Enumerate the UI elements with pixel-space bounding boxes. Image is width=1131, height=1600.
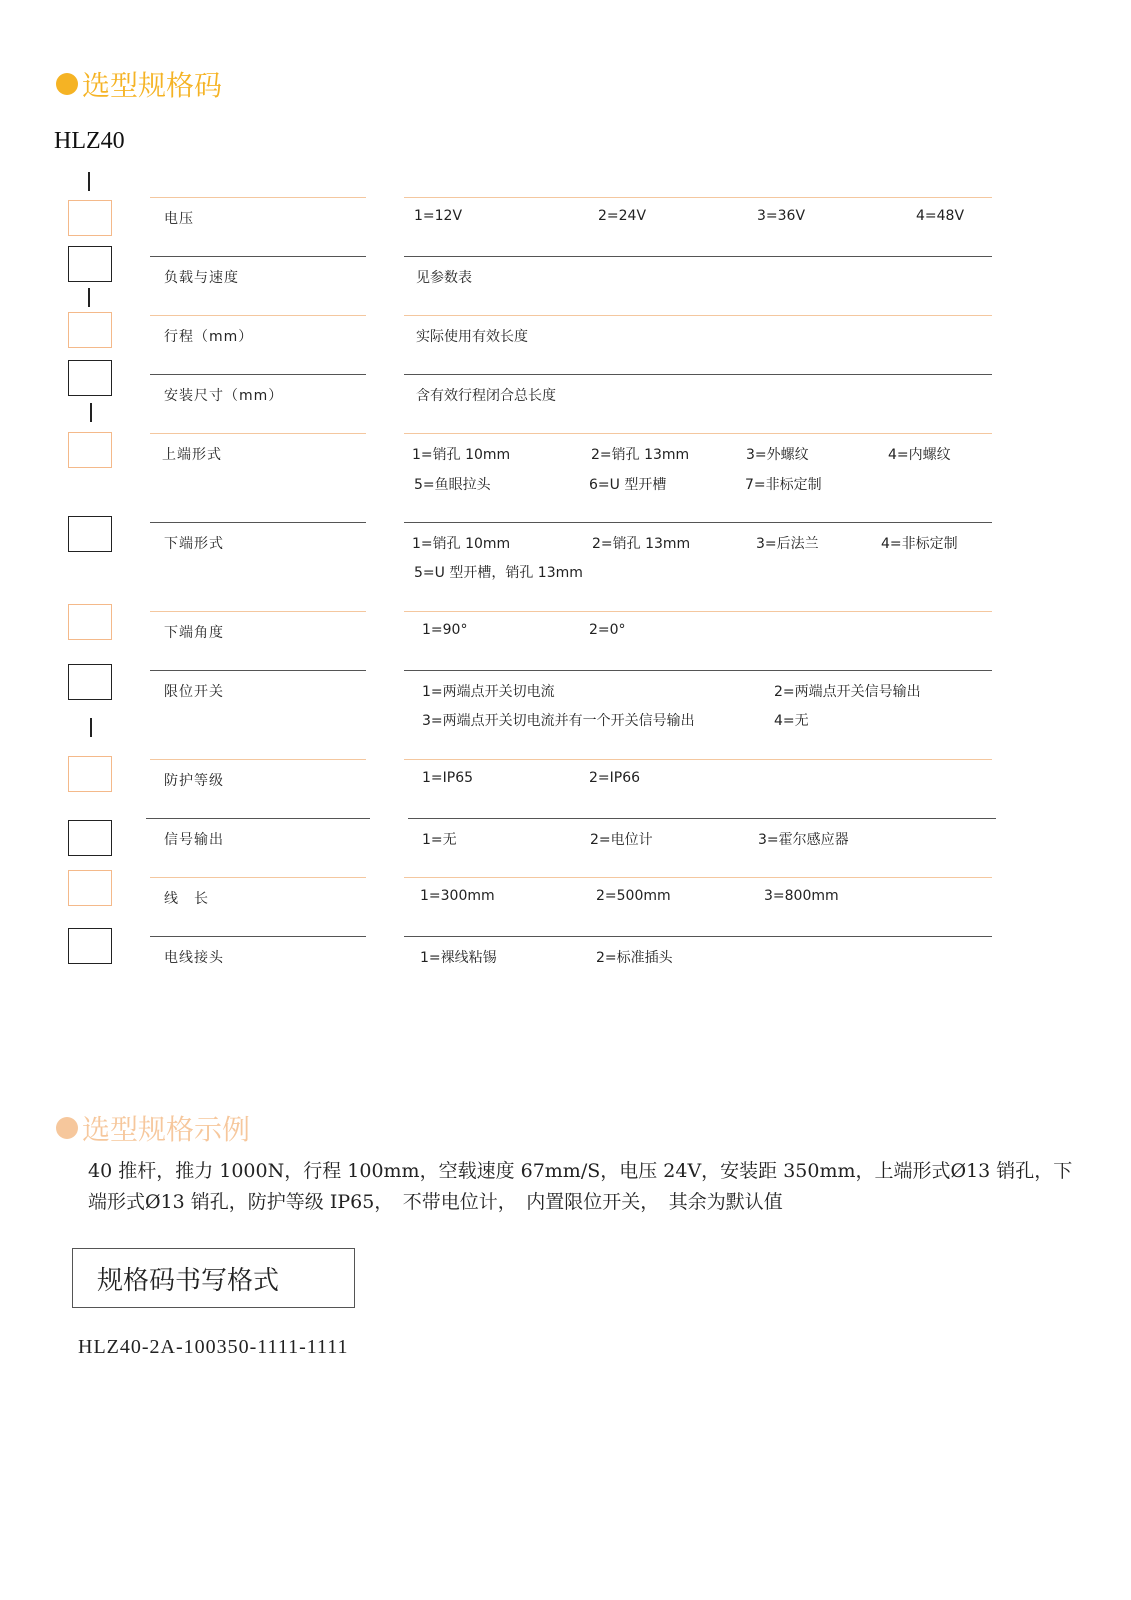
row-line — [150, 256, 366, 257]
row-line — [150, 315, 366, 316]
row-line — [404, 433, 992, 434]
format-title: 规格码书写格式 — [97, 1265, 280, 1296]
option: 3=外螺纹 — [746, 447, 809, 463]
code-box-install-size — [68, 360, 112, 396]
option: 2=标准插头 — [596, 950, 673, 966]
code-box-protection — [68, 756, 112, 792]
option: 2=两端点开关信号输出 — [774, 684, 921, 700]
row-label-stroke: 行程（mm） — [164, 329, 254, 345]
option: 2=0° — [589, 622, 626, 638]
row-line — [150, 670, 366, 671]
code-box-upper-end — [68, 432, 112, 468]
row-label-load-speed: 负载与速度 — [164, 270, 239, 286]
option: 实际使用有效长度 — [416, 329, 528, 345]
option: 3=霍尔感应器 — [758, 832, 849, 848]
section-title-text: 选型规格码 — [82, 69, 223, 102]
bullet-dot-icon — [56, 73, 78, 95]
row-line — [408, 818, 996, 819]
row-line — [404, 256, 992, 257]
row-line — [404, 611, 992, 612]
option: 3=后法兰 — [756, 536, 819, 552]
row-label-voltage: 电压 — [164, 211, 194, 227]
code-box-signal-output — [68, 820, 112, 856]
row-line — [150, 197, 366, 198]
row-label-wire-length: 线 长 — [164, 891, 209, 907]
row-label-limit-switch: 限位开关 — [164, 684, 224, 700]
row-line — [150, 433, 366, 434]
row-line — [146, 818, 370, 819]
code-box-voltage — [68, 200, 112, 236]
row-line — [150, 611, 366, 612]
section-title-spec-code — [56, 64, 222, 104]
connector-tick — [90, 403, 92, 422]
row-line — [404, 522, 992, 523]
option: 1=90° — [422, 622, 468, 638]
option: 1=IP65 — [422, 770, 474, 786]
option: 2=销孔 13mm — [592, 536, 691, 552]
example-text: 40 推杆，推力 1000N，行程 100mm，空载速度 67mm/S，电压 24V，安装距 350mm，上端形式Ø13 销孔，下端形式Ø13 销孔，防护等级 IP65， 不带电位计， 内置限位开关， 其余为默认值 — [88, 1160, 1073, 1213]
option: 5=U 型开槽，销孔 13mm — [414, 565, 583, 581]
row-label-wire-connector: 电线接头 — [164, 950, 224, 966]
code-box-wire-connector — [68, 928, 112, 964]
option: 见参数表 — [416, 270, 472, 286]
row-label-signal-output: 信号输出 — [164, 832, 224, 848]
option: 3=两端点开关切电流并有一个开关信号输出 — [422, 713, 695, 729]
option: 4=内螺纹 — [888, 447, 951, 463]
option: 4=非标定制 — [881, 536, 958, 552]
option: 2=500mm — [596, 888, 671, 904]
connector-tick — [90, 718, 92, 737]
row-line — [404, 315, 992, 316]
option: 1=两端点开关切电流 — [422, 684, 555, 700]
option: 4=48V — [916, 208, 965, 224]
format-code: HLZ40-2A-100350-1111-1111 — [78, 1336, 349, 1358]
row-line — [404, 759, 992, 760]
format-title-box — [72, 1248, 355, 1308]
option: 4=无 — [774, 713, 809, 729]
row-label-lower-end: 下端形式 — [164, 536, 224, 552]
row-line — [404, 374, 992, 375]
row-label-upper-end: 上端形式 — [162, 447, 222, 463]
row-line — [150, 759, 366, 760]
option: 2=IP66 — [589, 770, 641, 786]
code-box-stroke — [68, 312, 112, 348]
code-box-limit-switch — [68, 664, 112, 700]
row-line — [150, 374, 366, 375]
option: 1=300mm — [420, 888, 495, 904]
row-label-install-size: 安装尺寸（mm） — [164, 388, 284, 404]
row-line — [150, 522, 366, 523]
connector-tick — [88, 172, 90, 191]
section-title-spec-example — [56, 1108, 250, 1148]
option: 含有效行程闭合总长度 — [416, 388, 556, 404]
row-line — [404, 936, 992, 937]
code-box-lower-angle — [68, 604, 112, 640]
option: 2=24V — [598, 208, 647, 224]
row-line — [404, 877, 992, 878]
bullet-dot-icon — [56, 1117, 78, 1139]
code-box-load-speed — [68, 246, 112, 282]
connector-tick — [88, 288, 90, 307]
option: 1=裸线粘锡 — [420, 950, 497, 966]
row-label-protection: 防护等级 — [164, 773, 224, 789]
option: 2=电位计 — [590, 832, 653, 848]
row-line — [404, 670, 992, 671]
option: 3=800mm — [764, 888, 839, 904]
section-title-text: 选型规格示例 — [82, 1113, 251, 1146]
option: 5=鱼眼拉头 — [414, 477, 491, 493]
option: 1=销孔 10mm — [412, 536, 511, 552]
row-label-lower-angle: 下端角度 — [164, 625, 224, 641]
option: 1=12V — [414, 208, 463, 224]
row-line — [150, 877, 366, 878]
code-box-wire-length — [68, 870, 112, 906]
row-line — [150, 936, 366, 937]
row-line — [404, 197, 992, 198]
option: 1=销孔 10mm — [412, 447, 511, 463]
option: 6=U 型开槽 — [589, 477, 667, 493]
option: 2=销孔 13mm — [591, 447, 690, 463]
code-box-lower-end — [68, 516, 112, 552]
option: 3=36V — [757, 208, 806, 224]
model-name: HLZ40 — [54, 128, 125, 154]
option: 1=无 — [422, 832, 457, 848]
option: 7=非标定制 — [745, 477, 822, 493]
